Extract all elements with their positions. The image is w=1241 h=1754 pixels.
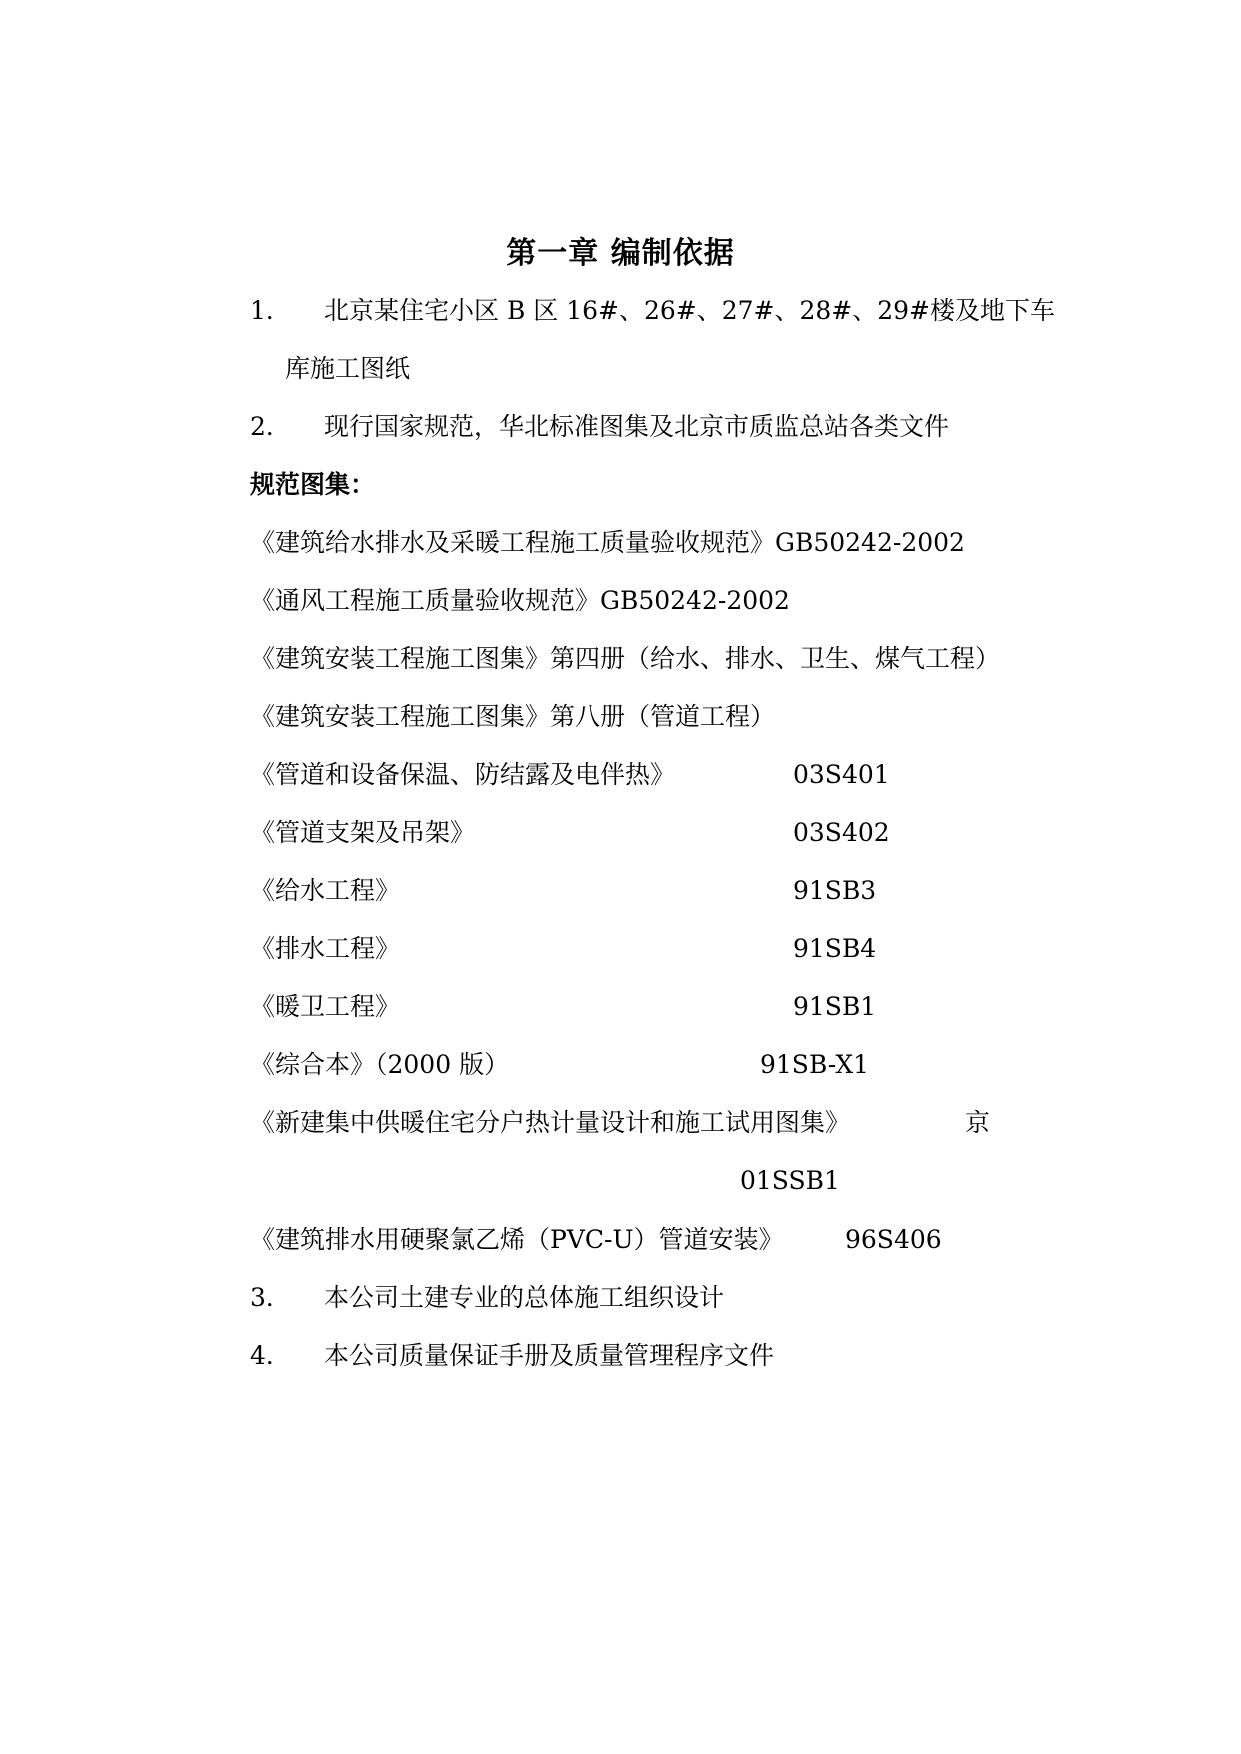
standard-name: 《管道支架及吊架》 <box>250 818 476 847</box>
item-3-text: 本公司土建专业的总体施工组织设计 <box>324 1283 725 1312</box>
standard-name: 《建筑排水用硬聚氯乙烯（PVC-U）管道安装》 <box>250 1225 784 1254</box>
item-4-text: 本公司质量保证手册及质量管理程序文件 <box>324 1341 775 1370</box>
standard-name: 《暖卫工程》 <box>250 992 401 1021</box>
standard-code: 91SB-X1 <box>760 1050 870 1079</box>
item-1-text-line-2: 库施工图纸 <box>285 354 411 383</box>
standard-code-line-2: 01SSB1 <box>740 1166 840 1195</box>
item-3-number: 3． <box>250 1283 291 1312</box>
standard-name: 《排水工程》 <box>250 934 401 963</box>
standard-code: 96S406 <box>845 1225 942 1254</box>
item-1-number: 1． <box>250 296 291 325</box>
standard-code: 03S402 <box>793 818 890 847</box>
standard-name: 《建筑给水排水及采暖工程施工质量验收规范》GB50242-2002 <box>250 528 965 557</box>
standard-code: 京 <box>965 1108 991 1137</box>
item-1-text-line-1: 北京某住宅小区 B 区 16#、26#、27#、28#、29#楼及地下车 <box>324 296 1056 325</box>
standard-name: 《通风工程施工质量验收规范》GB50242-2002 <box>250 586 790 615</box>
standards-heading: 规范图集： <box>250 470 376 499</box>
chapter-title: 第一章 编制依据 <box>506 236 735 271</box>
standard-code: 03S401 <box>793 760 890 789</box>
standard-name: 《管道和设备保温、防结露及电伴热》 <box>250 760 676 789</box>
item-2-number: 2． <box>250 412 291 441</box>
standard-code: 91SB4 <box>793 934 877 963</box>
standard-name: 《建筑安装工程施工图集》第八册（管道工程） <box>250 702 776 731</box>
standard-name: 《新建集中供暖住宅分户热计量设计和施工试用图集》 <box>250 1108 851 1137</box>
item-2-text: 现行国家规范，华北标准图集及北京市质监总站各类文件 <box>324 412 950 441</box>
standard-code: 91SB1 <box>793 992 877 1021</box>
standard-name: 《综合本》（2000 版） <box>250 1050 510 1079</box>
standard-name: 《建筑安装工程施工图集》第四册（给水、排水、卫生、煤气工程） <box>250 644 1001 673</box>
item-4-number: 4． <box>250 1341 291 1370</box>
standard-code: 91SB3 <box>793 876 877 905</box>
standard-name: 《给水工程》 <box>250 876 401 905</box>
